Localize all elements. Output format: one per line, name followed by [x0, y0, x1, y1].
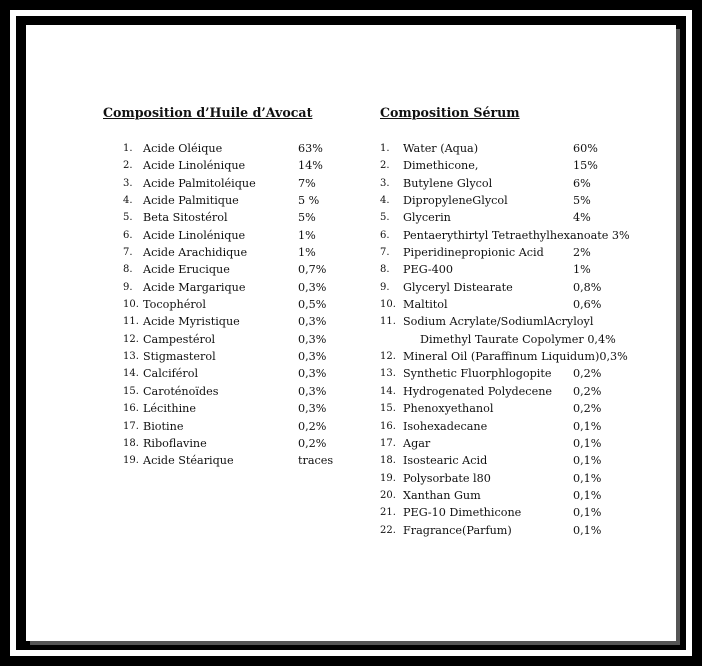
ingredient-name: Phenoxyethanol: [403, 402, 494, 416]
item-number: 20.: [380, 489, 396, 501]
list-item: [380, 296, 670, 313]
ingredient-name: Acide Linolénique: [143, 228, 246, 242]
item-number: 16.: [123, 403, 139, 415]
avocado-oil-composition: [103, 105, 343, 470]
list-item: [380, 418, 670, 435]
item-number: 1.: [380, 143, 390, 154]
ingredient-name: Acide Oléique: [143, 142, 223, 155]
list-item: [103, 418, 343, 435]
item-number: 5.: [380, 212, 390, 224]
list-item: [380, 400, 670, 417]
list-item: [103, 175, 343, 192]
ingredient-name: Acide Linolénique: [143, 159, 246, 173]
list-item: [380, 261, 670, 278]
ingredient-name: Maltitol: [403, 298, 448, 312]
ingredient-percentage: 63%: [298, 142, 323, 155]
ingredient-percentage: 6%: [573, 176, 591, 190]
item-number: 2.: [380, 160, 390, 172]
document-page: [26, 25, 676, 641]
item-number: 19.: [380, 472, 396, 484]
list-item: [380, 487, 670, 504]
list-item: [380, 435, 670, 452]
ingredient-percentage: 5%: [573, 194, 591, 208]
ingredient-percentage: 0,3%: [298, 332, 327, 346]
item-number: 2.: [123, 160, 133, 172]
list-item: [103, 435, 343, 452]
ingredient-percentage: 0,6%: [573, 298, 602, 312]
item-number: 13.: [380, 368, 396, 380]
ingredient-percentage: 1%: [298, 246, 316, 260]
list-item: [103, 244, 343, 261]
ingredient-name: Mineral Oil (Paraffinum Liquidum)0,3%: [403, 350, 628, 364]
list-item: [380, 244, 670, 261]
list-item: [103, 279, 343, 296]
ingredient-name: Butylene Glycol: [403, 176, 493, 190]
ingredient-percentage: 1%: [573, 263, 591, 277]
avocado-title: Composition d’Huile d’Avocat: [103, 105, 313, 120]
item-number: 3.: [380, 177, 390, 189]
ingredient-percentage: 7%: [298, 176, 316, 190]
item-number: 12.: [380, 351, 396, 363]
ingredient-name: Acide Palmitique: [143, 194, 239, 208]
ingredient-percentage: 0,1%: [573, 471, 602, 485]
ingredient-percentage: 15%: [573, 159, 598, 173]
item-number: 1.: [123, 143, 133, 154]
ingredient-percentage: 0,3%: [298, 402, 327, 416]
ingredient-percentage: 2%: [573, 246, 591, 260]
ingredient-percentage: traces: [298, 454, 334, 468]
ingredient-percentage: 0,3%: [298, 280, 327, 294]
ingredient-percentage: 0,7%: [298, 263, 327, 277]
ingredient-name: Pentaerythirtyl Tetraethylhexanoate 3%: [403, 228, 630, 242]
list-item: [103, 365, 343, 382]
ingredient-name: DipropyleneGlycol: [403, 194, 508, 208]
list-item: [103, 209, 343, 226]
list-item: [380, 227, 670, 244]
item-number: 18.: [380, 455, 396, 467]
ingredient-percentage: 4%: [573, 211, 591, 225]
list-item: [380, 348, 670, 365]
item-number: 9.: [123, 281, 133, 293]
ingredient-name: Dimethicone,: [403, 159, 479, 173]
list-item: [103, 348, 343, 365]
ingredient-percentage: 0,1%: [573, 419, 602, 433]
ingredient-name: Polysorbate l80: [403, 471, 491, 485]
ingredient-name: Isostearic Acid: [403, 454, 488, 468]
item-number: 17.: [380, 437, 396, 449]
item-number: 8.: [123, 264, 133, 276]
ingredient-name: Agar: [403, 436, 431, 450]
ingredient-percentage: 60%: [573, 142, 598, 155]
ingredient-name: Hydrogenated Polydecene: [403, 384, 553, 398]
ingredient-percentage: 0,2%: [573, 402, 602, 416]
ingredient-name: Riboflavine: [143, 436, 207, 450]
ingredient-name: Acide Palmitoléique: [143, 176, 256, 190]
list-item: [103, 192, 343, 209]
ingredient-name: PEG-400: [403, 263, 453, 277]
ingredient-name: Piperidinepropionic Acid: [403, 246, 544, 260]
ingredient-name: Synthetic Fluorphlogopite: [403, 367, 552, 381]
ingredient-name: Acide Arachidique: [143, 246, 248, 260]
ingredient-percentage: 0,2%: [573, 367, 602, 381]
item-number: 14.: [123, 368, 139, 380]
item-number: 6.: [123, 229, 133, 241]
ingredient-name: Water (Aqua): [403, 142, 479, 155]
list-item: [380, 157, 670, 174]
list-item: [380, 452, 670, 469]
ingredient-percentage: 0,1%: [573, 523, 602, 537]
item-number: 14.: [380, 385, 396, 397]
item-number: 3.: [123, 177, 133, 189]
ingredient-percentage: 5%: [298, 211, 316, 225]
ingredient-name: Beta Sitostérol: [143, 211, 228, 225]
list-item: [380, 504, 670, 521]
list-item: [380, 383, 670, 400]
ingredient-name-continued: Dimethyl Taurate Copolymer 0,4%: [420, 332, 616, 346]
avocado-list: [103, 140, 343, 470]
item-number: 22.: [380, 524, 396, 536]
serum-title: Composition Sérum: [380, 105, 520, 120]
item-number: 10.: [123, 299, 139, 311]
ingredient-percentage: 0,5%: [298, 298, 327, 312]
item-number: 18.: [123, 437, 139, 449]
item-number: 21.: [380, 507, 396, 519]
list-item: [103, 227, 343, 244]
item-number: 4.: [380, 195, 390, 207]
ingredient-percentage: 0,2%: [298, 419, 327, 433]
list-item: [380, 192, 670, 209]
list-item: [380, 209, 670, 226]
item-number: 11.: [123, 316, 139, 328]
list-item: [380, 279, 670, 296]
item-number: 16.: [380, 420, 396, 432]
ingredient-name: Sodium Acrylate/SodiumlAcryloyl: [403, 315, 594, 329]
list-item: [103, 383, 343, 400]
item-number: 19.: [123, 455, 139, 467]
ingredient-name: PEG-10 Dimethicone: [403, 506, 522, 520]
item-number: 17.: [123, 420, 139, 432]
item-number: 10.: [380, 299, 396, 311]
ingredient-name: Caroténoïdes: [143, 384, 219, 398]
item-number: 8.: [380, 264, 390, 276]
ingredient-percentage: 0,2%: [573, 384, 602, 398]
list-item: [380, 140, 670, 157]
list-item: [103, 140, 343, 157]
ingredient-percentage: 0,1%: [573, 454, 602, 468]
ingredient-name: Biotine: [143, 419, 184, 433]
item-number: 5.: [123, 212, 133, 224]
item-number: 12.: [123, 333, 139, 345]
ingredient-percentage: 0,2%: [298, 436, 327, 450]
list-item: [380, 522, 670, 539]
ingredient-name: Campestérol: [143, 332, 216, 346]
ingredient-percentage: 0,8%: [573, 280, 602, 294]
list-item: [103, 261, 343, 278]
item-number: 13.: [123, 351, 139, 363]
ingredient-name: Acide Stéarique: [143, 454, 234, 468]
list-item: [380, 470, 670, 487]
list-item: [103, 157, 343, 174]
list-item: [380, 313, 670, 348]
list-item: [103, 313, 343, 330]
ingredient-percentage: 0,1%: [573, 436, 602, 450]
ingredient-percentage: 0,1%: [573, 488, 602, 502]
serum-list: [380, 140, 670, 539]
item-number: 15.: [380, 403, 396, 415]
ingredient-percentage: 5 %: [298, 194, 320, 208]
item-number: 7.: [380, 247, 390, 259]
item-number: 15.: [123, 385, 139, 397]
ingredient-name: Isohexadecane: [403, 419, 488, 433]
item-number: 11.: [380, 316, 396, 328]
list-item: [103, 296, 343, 313]
ingredient-name: Acide Erucique: [143, 263, 230, 277]
ingredient-name: Acide Myristique: [143, 315, 240, 329]
ingredient-percentage: 0,3%: [298, 350, 327, 364]
ingredient-percentage: 0,3%: [298, 367, 327, 381]
ingredient-name: Calciférol: [143, 367, 199, 381]
ingredient-name: Xanthan Gum: [403, 488, 481, 502]
list-item: [103, 400, 343, 417]
ingredient-name: Lécithine: [143, 402, 196, 416]
ingredient-percentage: 14%: [298, 159, 323, 173]
serum-composition: [380, 105, 670, 539]
ingredient-name: Acide Margarique: [143, 280, 246, 294]
item-number: 6.: [380, 229, 390, 241]
list-item: [380, 175, 670, 192]
ingredient-name: Glycerin: [403, 211, 451, 225]
ingredient-percentage: 0,3%: [298, 384, 327, 398]
list-item: [103, 452, 343, 469]
list-item: [103, 331, 343, 348]
item-number: 9.: [380, 281, 390, 293]
ingredient-name: Stigmasterol: [143, 350, 216, 364]
list-item: [380, 365, 670, 382]
ingredient-percentage: 0,1%: [573, 506, 602, 520]
ingredient-percentage: 0,3%: [298, 315, 327, 329]
item-number: 4.: [123, 195, 133, 207]
ingredient-percentage: 1%: [298, 228, 316, 242]
item-number: 7.: [123, 247, 133, 259]
ingredient-name: Fragrance(Parfum): [403, 523, 512, 537]
ingredient-name: Tocophérol: [143, 298, 206, 312]
ingredient-name: Glyceryl Distearate: [403, 280, 513, 294]
